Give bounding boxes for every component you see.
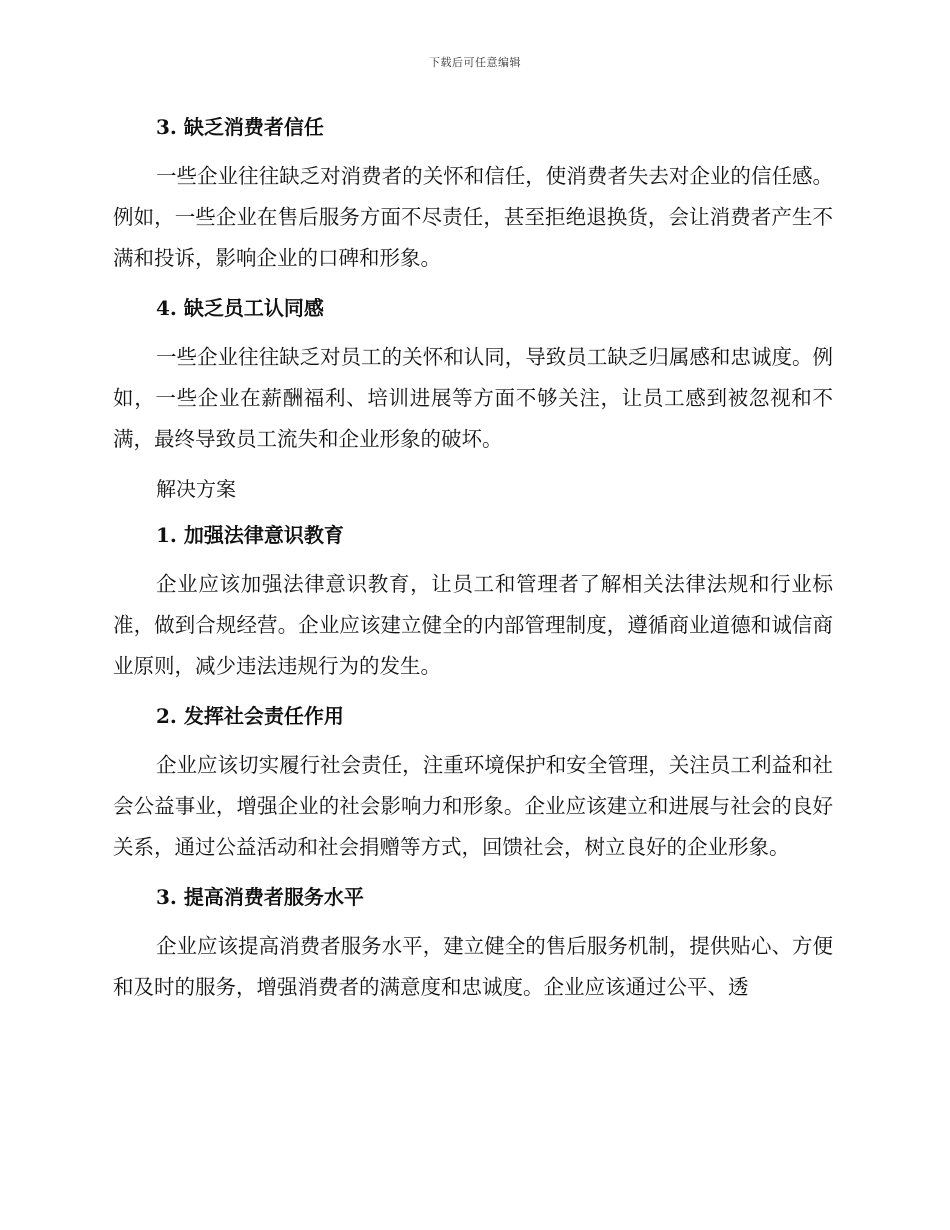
section-heading-4: 4. 缺乏员工认同感: [156, 296, 324, 320]
section-paragraph-4: 一些企业往往缺乏对员工的关怀和认同，导致员工缺乏归属感和忠诚度。例如，一些企业在薪酬福利、培训进展等方面不够关注，让员工感到被忽视和不满，最终导致员工流失和企业形象的破坏。: [113, 345, 833, 451]
solution-heading-3: 3. 提高消费者服务水平: [156, 885, 364, 909]
section-paragraph-3: 一些企业往往缺乏对消费者的关怀和信任，使消费者失去对企业的信任感。例如，一些企业在售后服务方面不尽责任，甚至拒绝退换货，会让消费者产生不满和投诉，影响企业的口碑和形象。: [113, 164, 833, 270]
solution-paragraph-2: 企业应该切实履行社会责任，注重环境保护和安全管理，关注员工利益和社会公益事业，增强企业的社会影响力和形象。企业应该建立和进展与社会的良好关系，通过公益活动和社会捐赠等方式，回馈社会，树立良好的企业形象。: [113, 753, 833, 859]
solutions-title: 解决方案: [156, 477, 236, 501]
solution-paragraph-1: 企业应该加强法律意识教育，让员工和管理者了解相关法律法规和行业标准，做到合规经营。企业应该建立健全的内部管理制度，遵循商业道德和诚信商业原则，减少违法违规行为的发生。: [113, 572, 833, 678]
page-header: 下载后可任意编辑: [429, 56, 521, 69]
solution-heading-2: 2. 发挥社会责任作用: [156, 704, 344, 728]
section-heading-3: 3. 缺乏消费者信任: [156, 115, 324, 139]
solution-paragraph-3: 企业应该提高消费者服务水平，建立健全的售后服务机制，提供贴心、方便和及时的服务，增强消费者的满意度和忠诚度。企业应该通过公平、透: [113, 934, 833, 999]
solution-heading-1: 1. 加强法律意识教育: [156, 523, 344, 547]
document-body: [113, 110, 833, 1020]
